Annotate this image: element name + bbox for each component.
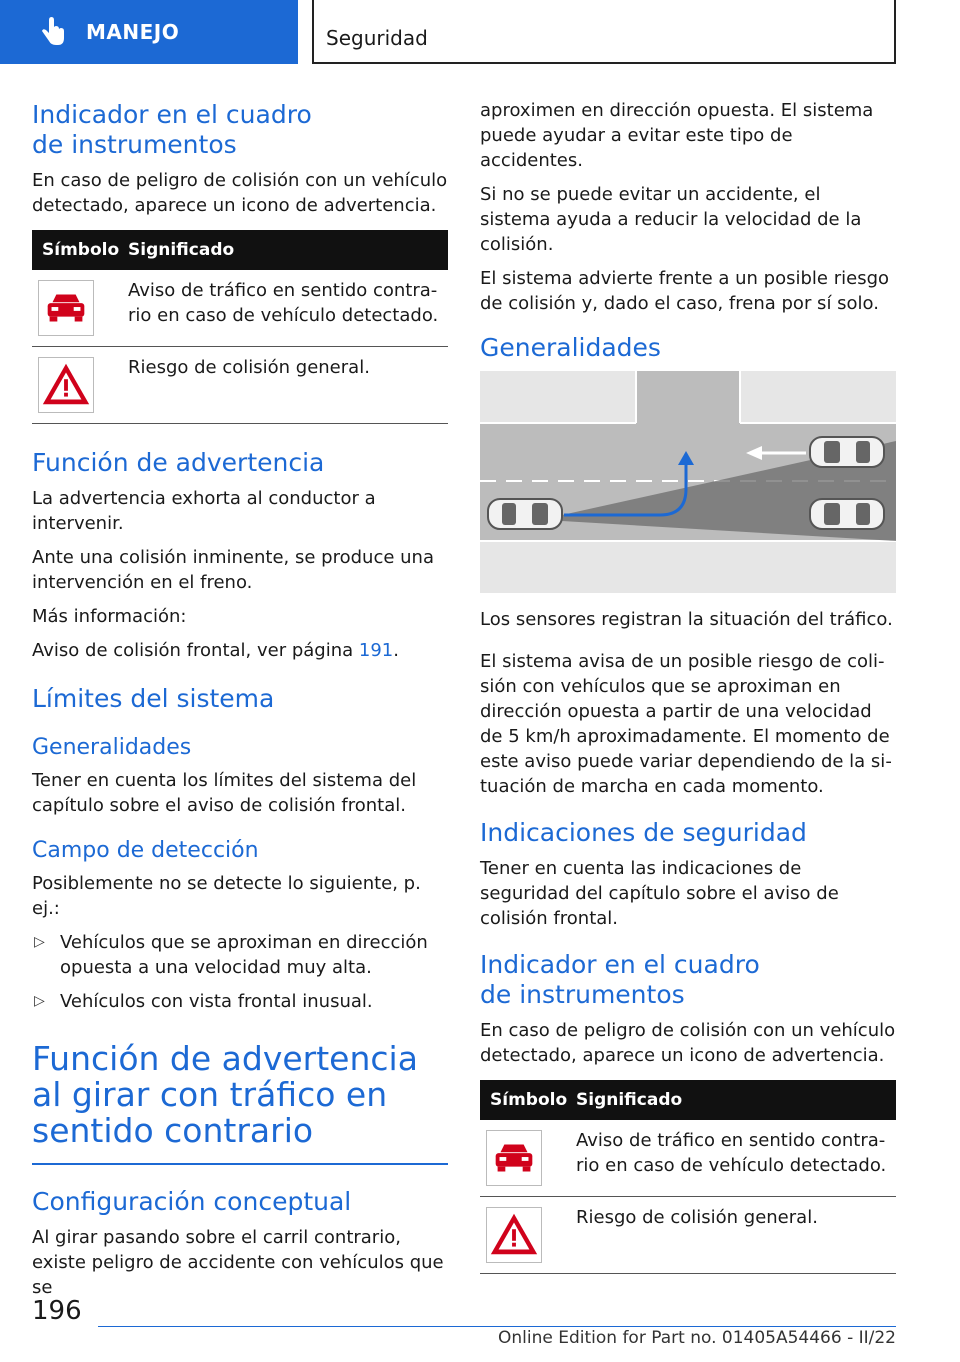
oncoming-car-icon bbox=[810, 437, 884, 467]
left-column bbox=[32, 100, 448, 1309]
table-row bbox=[32, 270, 448, 347]
table-row bbox=[480, 1197, 896, 1274]
bullet-list bbox=[32, 930, 448, 1014]
paragraph: aproximen en dirección opuesta. El sistema puede ayudar a evitar este tipo de accidentes. bbox=[480, 100, 874, 171]
heading-system-limits: Límites del sistema bbox=[32, 684, 275, 713]
footer-rule bbox=[98, 1326, 896, 1327]
table-row bbox=[480, 1120, 896, 1197]
heading-warning-function: Función de advertencia bbox=[32, 448, 325, 477]
collision-risk-triangle-icon bbox=[486, 1207, 542, 1263]
paragraph: En caso de peligro de colisión con un vehículo detectado, aparece un icono de advertencia. bbox=[480, 1020, 896, 1066]
paragraph: Al girar pasando sobre el carril contrario, existe peligro de accidente con vehículos que se bbox=[32, 1227, 444, 1298]
oncoming-car-warning-icon bbox=[486, 1130, 542, 1186]
paragraph: Tener en cuenta los límites del sistema del capítulo sobre el aviso de colisión frontal. bbox=[32, 770, 417, 816]
table-header-symbol: Símbolo bbox=[480, 1080, 568, 1120]
paragraph: Ante una colisión inminente, se produce una intervención en el freno. bbox=[32, 547, 434, 593]
paragraph: El sistema avisa de un posible riesgo de colisión con vehículos que se aproximan en dirección opuesta a partir de una velocidad de 5 km/h aproximadamente. El momento de este aviso puede variar dependiendo de la situación de marcha en cada momento. bbox=[480, 651, 892, 797]
symbol-table bbox=[480, 1080, 896, 1274]
page-number: 196 bbox=[32, 1296, 82, 1326]
page-link[interactable]: 191 bbox=[358, 640, 394, 661]
paragraph: Tener en cuenta las indicaciones de seguridad del capítulo sobre el aviso de colisión frontal. bbox=[480, 858, 839, 929]
oncoming-car-warning-icon bbox=[38, 280, 94, 336]
traffic-diagram bbox=[480, 371, 896, 593]
triangle-bullet-icon: ▷ bbox=[34, 934, 45, 950]
oncoming-car-icon bbox=[810, 499, 884, 529]
meaning-text: Riesgo de colisión general. bbox=[120, 347, 448, 424]
heading-general: Generalidades bbox=[480, 333, 661, 362]
paragraph: El sistema advierte frente a un posible riesgo de colisión y, dado el caso, frena por sí solo. bbox=[480, 268, 890, 314]
heading-indicator: Indicador en el cuadro de instrumentos bbox=[32, 100, 312, 159]
paragraph: Posiblemente no se detecte lo siguiente, p. ej.: bbox=[32, 873, 421, 919]
table-row bbox=[32, 347, 448, 424]
symbol-table bbox=[32, 230, 448, 424]
chapter-label: MANEJO bbox=[86, 20, 180, 44]
table-header-meaning: Significado bbox=[120, 230, 448, 270]
paragraph: La advertencia exhorta al conductor a intervenir. bbox=[32, 488, 376, 534]
heading-safety: Indicaciones de seguridad bbox=[480, 818, 807, 847]
triangle-bullet-icon: ▷ bbox=[34, 993, 45, 1009]
figure-caption: Los sensores registran la situación del tráfico. bbox=[480, 609, 893, 630]
meaning-text: Aviso de tráfico en sentido contrario en caso de vehículo detectado. bbox=[120, 270, 448, 347]
section-rule bbox=[32, 1163, 448, 1165]
hand-on-wheel-icon bbox=[40, 17, 66, 47]
table-header-meaning: Significado bbox=[568, 1080, 896, 1120]
subheading-detection-field: Campo de detección bbox=[32, 838, 259, 863]
heading-concept: Configuración conceptual bbox=[32, 1187, 352, 1216]
list-item: ▷ Vehículos que se aproximan en dirección opuesta a una velocidad muy alta. bbox=[34, 932, 428, 978]
collision-risk-triangle-icon bbox=[38, 357, 94, 413]
table-header-symbol: Símbolo bbox=[32, 230, 120, 270]
edition-text: Online Edition for Part no. 01405A54466 - II/22 bbox=[497, 1328, 896, 1348]
meaning-text: Riesgo de colisión general. bbox=[568, 1197, 896, 1274]
paragraph: Más información: bbox=[32, 606, 187, 627]
heading-indicator: Indicador en el cuadro de instrumentos bbox=[480, 950, 760, 1009]
heading-turn-warning: Función de advertencia al girar con tráfico en sentido contrario bbox=[32, 1039, 418, 1150]
chapter-tab bbox=[0, 0, 298, 64]
own-car-icon bbox=[488, 499, 562, 529]
paragraph: En caso de peligro de colisión con un vehículo detectado, aparece un icono de advertencia. bbox=[32, 170, 448, 216]
meaning-text: Aviso de tráfico en sentido contrario en caso de vehículo detectado. bbox=[568, 1120, 896, 1197]
paragraph: Si no se puede evitar un accidente, el sistema ayuda a reducir la velocidad de la colisión. bbox=[480, 184, 862, 255]
list-item: ▷ Vehículos con vista frontal inusual. bbox=[34, 991, 373, 1012]
right-column bbox=[480, 98, 896, 1274]
section-title: Seguridad bbox=[312, 0, 896, 64]
subheading-general: Generalidades bbox=[32, 735, 192, 760]
paragraph: Aviso de colisión frontal, ver página 191. bbox=[32, 640, 399, 661]
